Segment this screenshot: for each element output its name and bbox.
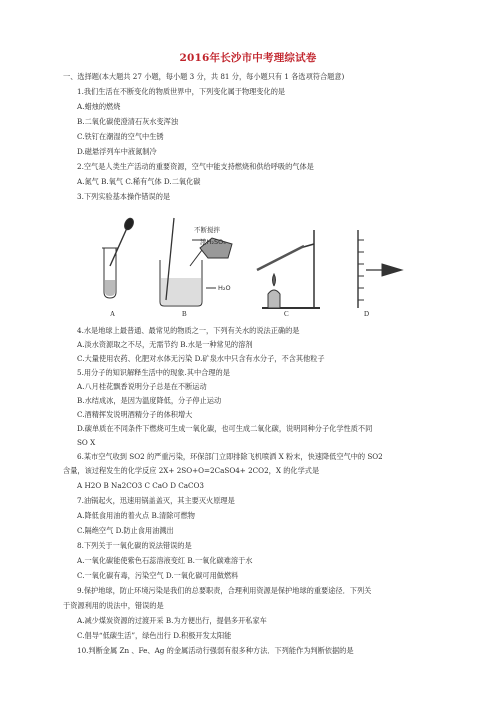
figure-c-heating — [257, 230, 320, 308]
q2-options: A.氮气 B.氧气 C.稀有气体 D.二氧化碳 — [77, 177, 201, 186]
q5-option-d-cont: SO X — [77, 438, 96, 447]
figure-label-d: D — [364, 310, 370, 318]
q9-options-ab: A.减少煤炭资源的过渡开采 B.为方便出行，提倡多开私家车 — [77, 616, 267, 625]
section-heading: 一、选择题(本大题共 27 小题，每小题 3 分，共 81 分，每小题只有 1 各选项符合题意) — [63, 72, 345, 81]
q1-option-a: A.蜡烛的燃烧 — [77, 102, 121, 111]
q6-options: A H2O B Na2CO3 C CaO D CaCO3 — [77, 481, 204, 490]
question-4: 4.水是地球上最普通、最常见的物质之一，下列有关水的说法正确的是 — [77, 326, 300, 335]
question-2: 2.空气是人类生产活动的重要资源，空气中能支持燃烧和供给呼吸的气体是 — [77, 162, 314, 171]
q4-options-cd: C.大量使用农药、化肥对水体无污染 D.矿泉水中只含有水分子，不含其他粒子 — [77, 354, 325, 363]
q1-option-b: B.二氧化碳使澄清石灰水变浑浊 — [77, 117, 179, 126]
q7-options-cd: C.隔绝空气 D.防止食用油溅出 — [77, 526, 174, 535]
question-3: 3.下列实验基本操作错误的是 — [77, 192, 171, 201]
q5-option-c: C.酒精挥发说明酒精分子的体积增大 — [77, 410, 193, 419]
figure-label-a: A — [110, 310, 116, 318]
q9-options-cd: C.倡导“低碳生活”，绿色出行 D.积极开发太阳能 — [77, 631, 232, 640]
figure-b-water-label: H₂O — [218, 284, 231, 292]
figure-b-acid-label: 浓H₂SO₄ — [200, 238, 226, 246]
exam-title: 2016年长沙市中考理综试卷 — [179, 52, 317, 64]
figure-a-test-tube-dropper — [102, 217, 135, 298]
question-7: 7.油锅起火，迅速用锅盖盖灭，其主要灭火原理是 — [77, 496, 235, 505]
figure-d-measuring — [358, 230, 402, 308]
lab-operations-figure — [82, 200, 422, 322]
question-9: 9.保护地球，防止环境污染是我们的总要职责，合理利用资源是保护地球的重要途径．下列关 — [77, 586, 372, 595]
figure-label-b: B — [182, 310, 187, 318]
q1-option-d: D.磁悬浮列车中液氮制冷 — [77, 147, 157, 156]
lab-figure-svg — [82, 200, 422, 322]
question-8: 8.下列关于一氧化碳的说法错误的是 — [77, 541, 192, 550]
question-6: 6.某市空气收到 SO2 的严重污染，环保部门立即排除飞机喷洒 X 粉末，快速降低空气中的 SO2 — [77, 452, 383, 461]
q5-option-d: D.碳单质在不同条件下燃烧可生成一氧化碳，也可生成二氧化碳，说明同种分子化学性质不同 — [77, 424, 373, 433]
q5-option-a: A.八月桂花飘香说明分子总是在不断运动 — [77, 382, 207, 391]
q4-options-ab: A.淡水资源取之不尽，无需节约 B.水是一种常见的溶剂 — [77, 340, 253, 349]
question-1: 1.我们生活在不断变化的物质世界中，下列变化属于物理变化的是 — [77, 87, 286, 96]
question-9-cont: 于资源利用的说法中，错误的是 — [63, 601, 164, 610]
question-6-cont: 含量，该过程发生的化学反应 2X+ 2SO+O=2CaSO4+ 2CO2，X 的化学式是 — [63, 466, 320, 475]
q1-option-c: C.铁钉在潮湿的空气中生锈 — [77, 132, 164, 141]
question-5: 5.用分子的知识解释生活中的现象.其中合理的是 — [77, 368, 230, 377]
question-10: 10.判断金属 Zn 、Fe、Ag 的金属活动行强弱有很多种方法．下列能作为判断依据的是 — [77, 646, 354, 655]
q8-options-ab: A.一氧化碳能使紫色石蕊溶液变红 B.一氧化碳难溶于水 — [77, 556, 253, 565]
figure-label-c: C — [284, 310, 289, 318]
figure-b-stir-label: 不断搅拌 — [194, 226, 220, 234]
q7-options-ab: A.降低食用油的着火点 B.清除可燃物 — [77, 511, 195, 520]
q8-options-cd: C.一氧化碳有毒，污染空气 D.一氧化碳可用做燃料 — [77, 571, 239, 580]
q5-option-b: B.水结成冰，是因为温度降低，分子停止运动 — [77, 396, 222, 405]
